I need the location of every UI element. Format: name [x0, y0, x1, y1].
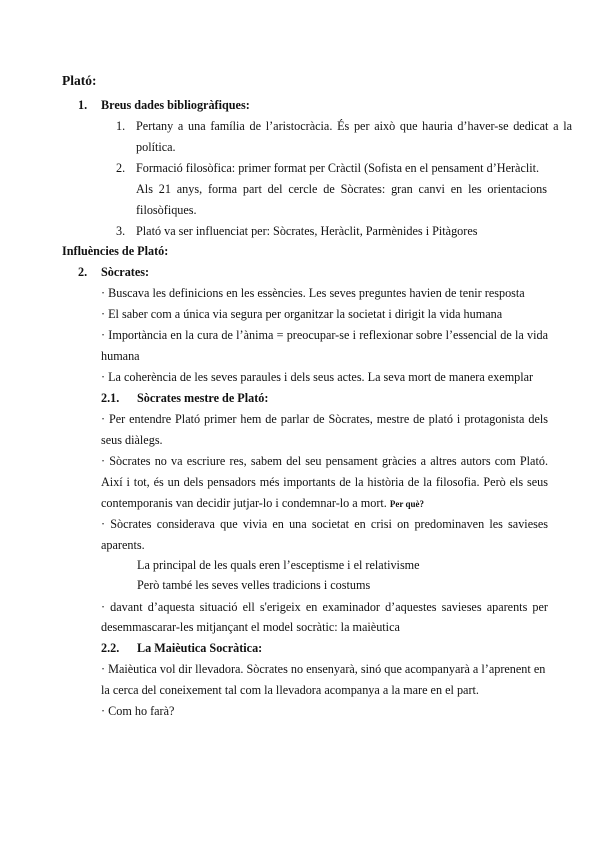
paragraph-line: · Maièutica vol dir llevadora. Sòcrates no ensenyarà, sinó que acompanyarà a l’aprenent en — [101, 662, 546, 676]
indented-line: La principal de les quals eren l’esceptisme i el relativisme — [137, 558, 420, 572]
paragraph-line: · Per entendre Plató primer hem de parlar de Sòcrates, mestre de plató i protagonista dels — [101, 412, 548, 426]
subsection-2-2-heading: La Maièutica Socràtica: — [137, 641, 263, 655]
list-item-text: filosòfiques. — [136, 203, 197, 217]
bullet-line: · La coherència de les seves paraules i dels seus actes. La seva mort de manera exemplar — [101, 370, 534, 384]
influences-heading: Influències de Plató: — [62, 244, 169, 258]
section-1-heading: Breus dades bibliogràfiques: — [101, 98, 250, 112]
paragraph-line: · Sòcrates no va escriure res, sabem del seu pensament gràcies a altres autors com Plató. — [101, 454, 548, 468]
paragraph-line: Així i tot, és un dels pensadors més importants de la història de la filosofia. Però els seus — [101, 475, 548, 489]
bullet-line: humana — [101, 349, 140, 363]
question-annotation: Per què? — [389, 499, 424, 509]
bullet-line: · Buscava les definicions en les essències. Les seves preguntes havien de tenir resposta — [101, 286, 525, 300]
section-1-number: 1. — [78, 98, 88, 112]
subsection-2-1-number: 2.1. — [101, 391, 120, 405]
paragraph-line: · davant d’aquesta situació ell s'erigeix en examinador d’aquestes savieses aparents per — [101, 600, 548, 614]
paragraph-line: desemmascarar-les mitjançant el model socràtic: la maièutica — [101, 620, 400, 634]
indented-line: Però també les seves velles tradicions i costums — [137, 578, 371, 592]
subsection-2-2-number: 2.2. — [101, 641, 120, 655]
list-item-number: 3. — [116, 224, 126, 238]
paragraph-line: · Sòcrates considerava que vivia en una societat en crisi on predominaven les savieses — [101, 517, 548, 531]
section-2-number: 2. — [78, 265, 88, 279]
subsection-2-1-heading: Sòcrates mestre de Plató: — [137, 391, 269, 405]
paragraph-line: la cerca del coneixement tal com la llevadora acompanya a la mare en el part. — [101, 683, 479, 697]
list-item-text: Formació filosòfica: primer format per Cràctil (Sofista en el pensament d’Heràclit. — [136, 161, 540, 175]
paragraph-line: · Com ho farà? — [101, 704, 175, 718]
page-title: Plató: — [62, 73, 97, 88]
list-item-text: política. — [136, 140, 176, 154]
list-item-text: Plató va ser influenciat per: Sòcrates, Heràclit, Parmènides i Pitàgores — [136, 224, 478, 238]
paragraph-text: contemporanis van decidir jutjar-lo i condemnar-lo a mort. — [101, 496, 387, 510]
list-item-number: 2. — [116, 161, 126, 175]
list-item-number: 1. — [116, 119, 126, 133]
paragraph-line: aparents. — [101, 538, 145, 552]
paragraph-line — [101, 495, 424, 512]
bullet-line: · El saber com a única via segura per organitzar la societat i dirigit la vida humana — [101, 307, 503, 321]
list-item-text: Als 21 anys, forma part del cercle de Sòcrates: gran canvi en les orientacions — [136, 182, 547, 196]
list-item-text: Pertany a una família de l’aristocràcia. És per això que hauria d’haver-se dedicat a la — [136, 119, 572, 133]
paragraph-line: seus diàlegs. — [101, 433, 163, 447]
bullet-line: · Importància en la cura de l’ànima = preocupar-se i reflexionar sobre l’essencial de la vida — [101, 328, 548, 342]
section-2-heading: Sòcrates: — [101, 265, 150, 279]
